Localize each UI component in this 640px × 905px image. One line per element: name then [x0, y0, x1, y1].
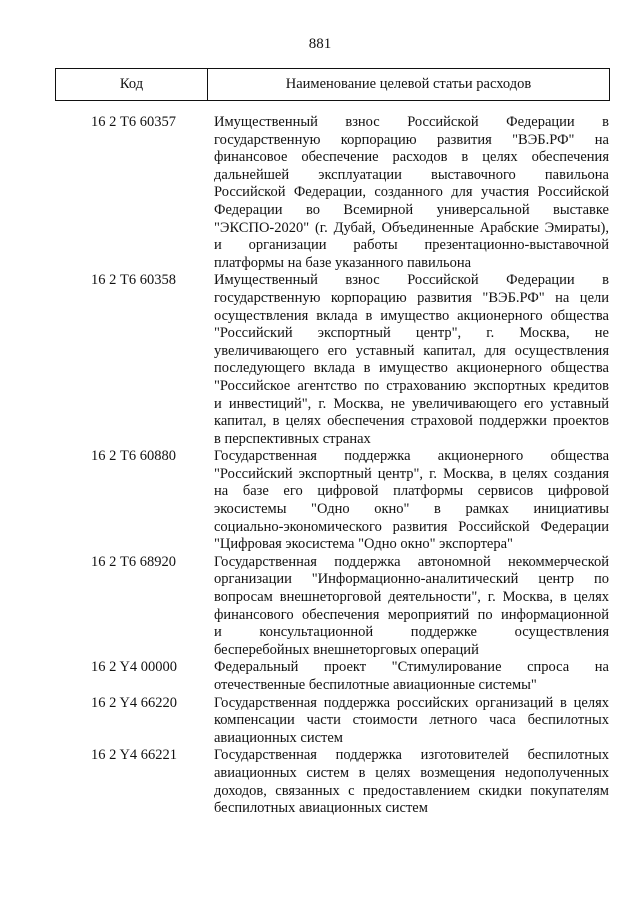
description-line: Федеральный проект "Стимулирование спроса на — [214, 659, 609, 676]
description-line: бесперебойных внешнеторговых операций — [214, 641, 479, 658]
description-line: "Российский экспортный центр", г. Москва, в целях создания — [214, 465, 609, 482]
description-line: беспилотных авиационных систем — [214, 800, 428, 817]
description-line: Государственная поддержка акционерного общества — [214, 448, 609, 465]
table-row — [55, 448, 610, 554]
row-description — [214, 695, 609, 748]
description-line: "Российское агентство по страхованию экспортных кредитов — [214, 377, 609, 394]
row-code: 16 2 Т6 60880 — [91, 448, 176, 465]
description-line: авиационных систем — [214, 729, 343, 746]
description-line: Государственная поддержка изготовителей беспилотных — [214, 747, 609, 764]
table-row — [55, 747, 610, 817]
row-code: 16 2 Т6 60357 — [91, 114, 176, 130]
description-line: Государственная поддержка автономной некоммерческой — [214, 553, 609, 570]
description-line: экосистемы "Одно окно" в рамках инициативы — [214, 501, 609, 518]
header-name: Наименование целевой статьи расходов — [285, 76, 532, 92]
description-line: и консультационной поддержке осуществления — [214, 624, 609, 641]
row-description — [214, 448, 609, 554]
description-line: Российской Федерации, созданного для участия Российской — [214, 184, 609, 201]
description-line: дальнейшей эксплуатации выставочного павильона — [214, 166, 609, 183]
table-header — [55, 68, 610, 101]
description-line: "Российский экспортный центр", г. Москва, не — [214, 325, 609, 342]
description-line: Имущественный взнос Российской Федерации в — [214, 114, 609, 130]
table-row — [55, 114, 610, 272]
description-line: Имущественный взнос Российской Федерации в — [214, 272, 609, 289]
row-description — [214, 114, 609, 272]
description-line: на базе его цифровой платформы сервисов цифровой — [214, 483, 609, 500]
row-code: 16 2 Т6 68920 — [91, 553, 176, 570]
description-line: авиационных систем в целях возмещения недополученных — [214, 764, 609, 781]
row-description — [214, 659, 609, 694]
row-code: 16 2 Y4 00000 — [91, 659, 178, 676]
table-row — [55, 554, 610, 660]
header-code: Код — [56, 69, 208, 100]
description-line: государственную корпорацию развития "ВЭБ.РФ" на — [214, 131, 609, 148]
description-line: "ЭКСПО-2020" (г. Дубай, Объединенные Арабские Эмираты), — [214, 219, 609, 236]
description-line: финансовое обеспечение расходов в целях обеспечения — [214, 149, 609, 166]
description-line: капитал, в целях обеспечения страховой поддержки проектов — [214, 413, 609, 430]
description-line: последующего вклада в имущество акционерного общества — [214, 360, 609, 377]
description-line: компенсации части стоимости летного часа беспилотных — [214, 712, 609, 729]
description-line: "Цифровая экосистема "Одно окно" экспортера" — [214, 536, 513, 553]
description-line: государственную корпорацию развития "ВЭБ.РФ" на цели — [214, 289, 609, 306]
description-line: Федерации во Всемирной универсальной выставке — [214, 201, 609, 218]
row-code: 16 2 Т6 60358 — [91, 272, 176, 289]
table-row — [55, 272, 610, 448]
description-line: вопросам внешнеторговой деятельности", г. Москва, в целях — [214, 589, 609, 606]
description-line: осуществления вклада в имущество акционерного общества — [214, 307, 609, 324]
description-line: финансового обеспечения мероприятий по информационной — [214, 606, 609, 623]
description-line: отечественные беспилотные авиационные системы" — [214, 677, 537, 693]
description-line: организации "Информационно-аналитический центр по — [214, 571, 609, 588]
row-code: 16 2 Y4 66220 — [91, 694, 178, 711]
row-description — [214, 554, 609, 660]
description-line: Государственная поддержка российских организаций в целях — [214, 694, 609, 711]
row-description — [214, 272, 609, 448]
description-line: доходов, связанных с предоставлением скидки покупателям — [214, 782, 609, 799]
description-line: и инвестиций", г. Москва, не увеличивающего его уставный — [214, 395, 609, 412]
table-row — [55, 659, 610, 694]
description-line: и организации работы презентационно-выставочной — [214, 237, 609, 254]
row-description — [214, 747, 609, 817]
table-row — [55, 695, 610, 748]
description-line: платформы на базе указанного павильона — [214, 254, 472, 271]
description-line: увеличивающего его уставный капитал, для осуществления — [214, 342, 609, 359]
page-number: 881 — [308, 36, 332, 52]
table-body — [55, 114, 610, 818]
description-line: в перспективных странах — [214, 430, 371, 447]
row-code: 16 2 Y4 66221 — [91, 747, 178, 764]
description-line: социально-экономического развития Российской Федерации — [214, 518, 609, 535]
